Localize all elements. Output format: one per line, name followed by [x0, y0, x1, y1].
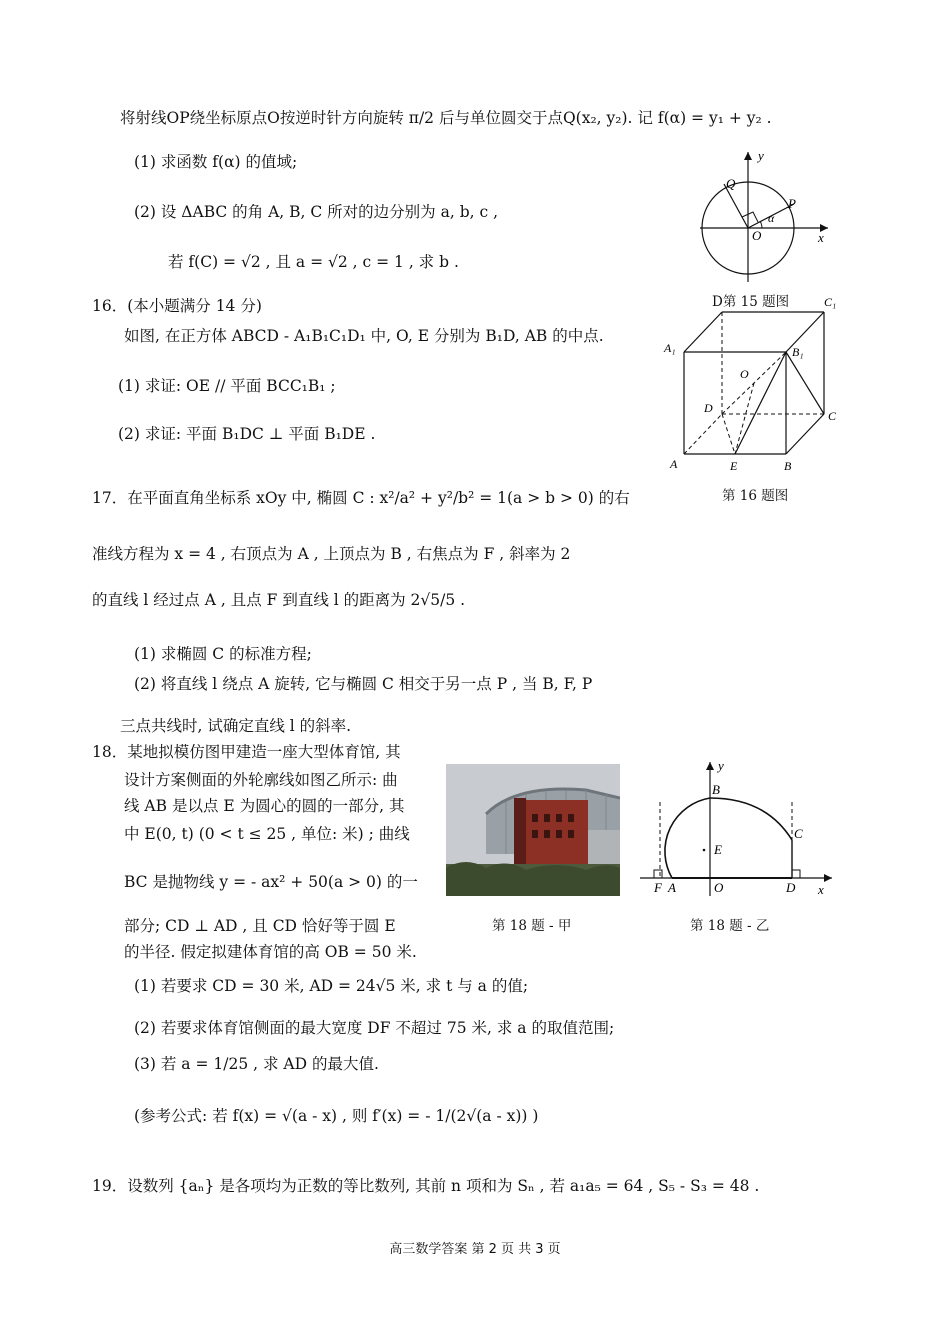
page-footer: 高三数学答案 第 2 页 共 3 页: [389, 1242, 561, 1257]
fig18-label-y: y: [718, 758, 724, 773]
fig18-label-b: B: [712, 782, 720, 797]
figure-18a-caption: 第 18 题 - 甲: [492, 918, 572, 934]
q18-formula: (参考公式: 若 f(x) = √(a - x) , 则 f′(x) = - 1/(2√(a - x)) ): [134, 1107, 539, 1125]
fig18-label-d: D: [786, 880, 796, 895]
q18-text-5: BC 是抛物线 y = - ax² + 50(a > 0) 的一: [124, 873, 418, 891]
fig16-label-c: C: [828, 409, 837, 423]
fig16-label-o: O: [740, 367, 749, 381]
fig16-label-a1: A₁: [664, 341, 676, 355]
figure-18b-profile: [636, 756, 836, 902]
q19-text: 19．设数列 {aₙ} 是各项均为正数的等比数列, 其前 n 项和为 Sₙ , 若 a₁a₅ = 64 , S₅ - S₃ = 48 .: [92, 1177, 760, 1195]
q16-text: 如图, 在正方体 ABCD - A₁B₁C₁D₁ 中, O, E 分别为 B₁D, AB 的中点.: [124, 327, 604, 345]
q18-text-4: 中 E(0, t) (0 < t ≤ 25 , 单位: 米) ; 曲线: [124, 825, 410, 843]
q16-heading: 16．(本小题满分 14 分): [92, 297, 262, 315]
q17-part2-cont: 三点共线时, 试确定直线 l 的斜率.: [120, 717, 352, 735]
fig16-label-c1: C₁: [824, 295, 837, 309]
fig15-label-q: Q: [726, 176, 736, 191]
figure-15-caption: D第 15 题图: [712, 294, 790, 310]
fig18-label-x: x: [818, 882, 824, 897]
stadium-photo: [446, 764, 620, 896]
figure-18b-caption: 第 18 题 - 乙: [690, 918, 770, 934]
q18-part3: (3) 若 a = 1/25 , 求 AD 的最大值.: [134, 1055, 379, 1073]
fig16-label-b: B: [784, 459, 792, 473]
q17-part1: (1) 求椭圆 C 的标准方程;: [134, 645, 312, 663]
q18-text: 18．某地拟模仿图甲建造一座大型体育馆, 其: [92, 743, 401, 761]
fig16-label-b1: B₁: [792, 345, 804, 359]
q17-text-2: 准线方程为 x = 4 , 右顶点为 A , 上顶点为 B , 右焦点为 F , 斜率为 2: [92, 545, 571, 563]
q18-text-3: 线 AB 是以点 E 为圆心的圆的一部分, 其: [124, 797, 405, 815]
q15-part2: (2) 设 ΔABC 的角 A, B, C 所对的边分别为 a, b, c ,: [134, 203, 499, 221]
q15-part2-condition: 若 f(C) = √2 , 且 a = √2 , c = 1 , 求 b .: [168, 253, 459, 271]
fig15-label-x: x: [818, 230, 824, 245]
fig16-label-a: A: [670, 457, 678, 471]
fig16-label-e: E: [730, 459, 738, 473]
q18-part1: (1) 若要求 CD = 30 米, AD = 24√5 米, 求 t 与 a 的值;: [134, 977, 529, 995]
q18-text-7: 的半径. 假定拟建体育馆的高 OB = 50 米.: [124, 943, 417, 961]
q18-text-6: 部分; CD ⊥ AD , 且 CD 恰好等于圆 E: [124, 917, 396, 935]
q18-text-2: 设计方案侧面的外轮廓线如图乙所示: 曲: [124, 771, 398, 789]
fig18-label-o: O: [714, 880, 724, 895]
fig15-label-y: y: [758, 148, 764, 163]
fig15-label-p: P: [788, 196, 796, 211]
figure-16-caption: 第 16 题图: [722, 488, 789, 504]
q17-text-3: 的直线 l 经过点 A , 且点 F 到直线 l 的距离为 2√5/5 .: [92, 591, 466, 609]
figure-15-unit-circle: [690, 146, 840, 286]
q16-part2: (2) 求证: 平面 B₁DC ⊥ 平面 B₁DE .: [118, 425, 376, 443]
fig15-label-o: O: [752, 228, 762, 243]
fig18-label-c: C: [794, 826, 803, 841]
fig16-label-d: D: [704, 401, 713, 415]
fig18-label-f: F: [654, 880, 662, 895]
q17-text: 17．在平面直角坐标系 xOy 中, 椭圆 C : x²/a² + y²/b² = 1(a > b > 0) 的右: [92, 489, 630, 507]
figure-16-cube: [660, 290, 850, 480]
q18-part2: (2) 若要求体育馆侧面的最大宽度 DF 不超过 75 米, 求 a 的取值范围;: [134, 1019, 615, 1037]
fig15-label-alpha: α: [768, 211, 775, 225]
q16-part1: (1) 求证: OE // 平面 BCC₁B₁ ;: [118, 377, 336, 395]
fig18-label-a: A: [668, 880, 676, 895]
q17-part2: (2) 将直线 l 绕点 A 旋转, 它与椭圆 C 相交于另一点 P , 当 B, F, P: [134, 675, 593, 693]
q15-text-line: 将射线OP绕坐标原点O按逆时针方向旋转 π/2 后与单位圆交于点Q(x₂, y₂). 记 f(α) = y₁ + y₂ .: [120, 109, 772, 127]
q15-part1: (1) 求函数 f(α) 的值域;: [134, 153, 298, 171]
fig18-label-e: E: [714, 842, 722, 857]
